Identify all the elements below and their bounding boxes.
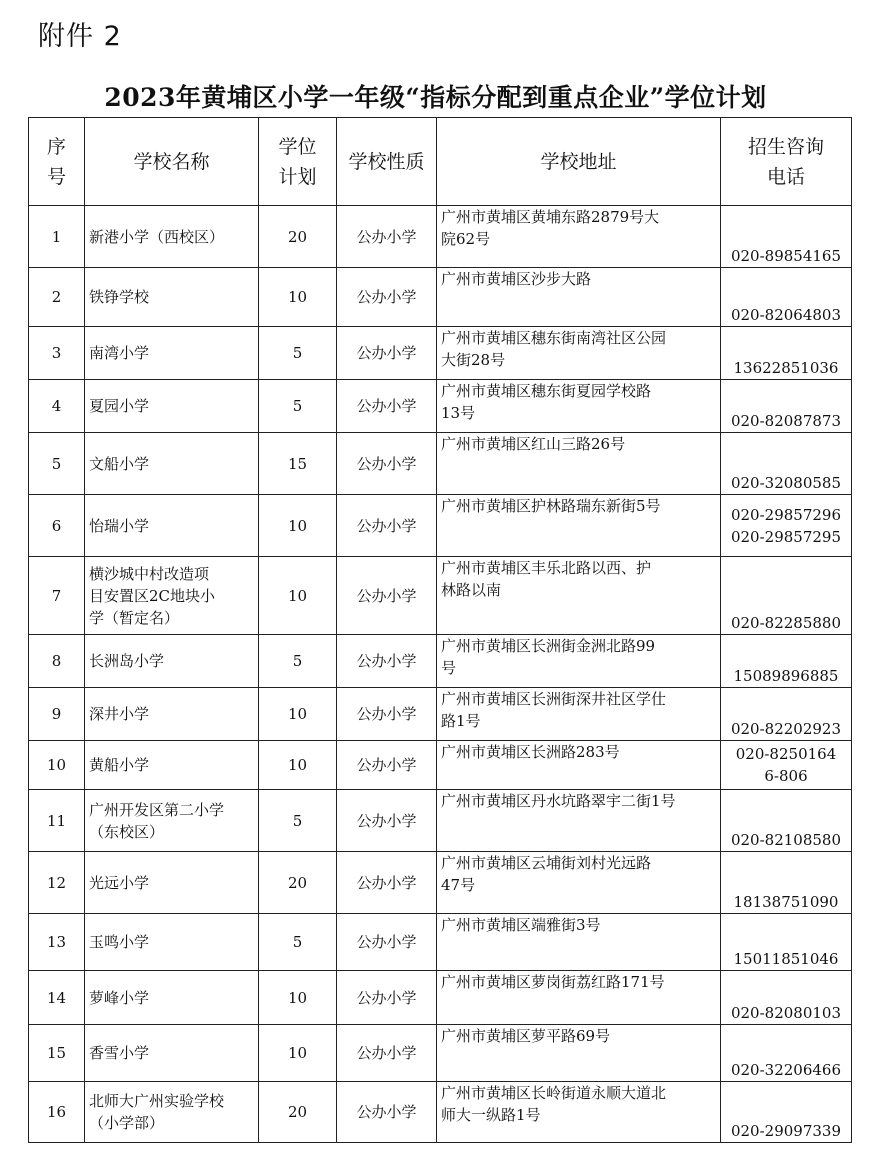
school-address-line: 大街28号 bbox=[441, 351, 506, 369]
school-address bbox=[437, 268, 721, 327]
contact-phone bbox=[721, 268, 852, 327]
quota-value: 20 bbox=[259, 1082, 337, 1143]
school-address-line: 广州市黄埔区丹水坑路翠宇二街1号 bbox=[441, 792, 676, 810]
school-type: 公办小学 bbox=[337, 635, 437, 688]
row-number: 1 bbox=[29, 206, 85, 268]
school-address-line: 林路以南 bbox=[441, 581, 502, 599]
school-address bbox=[437, 852, 721, 914]
school-type: 公办小学 bbox=[337, 268, 437, 327]
header-no-line: 号 bbox=[46, 165, 66, 188]
contact-phone-line: 020-82087873 bbox=[730, 412, 842, 430]
school-name bbox=[85, 268, 259, 327]
header-row bbox=[29, 118, 852, 206]
school-address-line: 广州市黄埔区萝平路69号 bbox=[441, 1027, 611, 1045]
school-name-line: 怡瑞小学 bbox=[89, 516, 150, 535]
school-name-line: 目安置区2C地块小 bbox=[89, 586, 216, 605]
header-name: 学校名称 bbox=[85, 118, 259, 206]
row-number: 7 bbox=[29, 557, 85, 635]
school-address-line: 广州市黄埔区萝岗街荔红路171号 bbox=[441, 973, 665, 991]
school-name-line: 夏园小学 bbox=[89, 397, 150, 415]
contact-phone-line: 020-82202923 bbox=[730, 720, 842, 738]
contact-phone bbox=[721, 557, 852, 635]
school-address bbox=[437, 1082, 721, 1143]
contact-phone-line: 020-82285880 bbox=[730, 614, 842, 632]
quota-value: 10 bbox=[259, 688, 337, 741]
school-name-line: 新港小学（西校区） bbox=[89, 227, 225, 246]
school-address bbox=[437, 741, 721, 790]
table-row bbox=[29, 741, 852, 790]
quota-value: 10 bbox=[259, 971, 337, 1025]
header-no bbox=[29, 118, 85, 206]
quota-value: 5 bbox=[259, 380, 337, 433]
contact-phone-line: 020-89854165 bbox=[730, 247, 842, 265]
document-title: 2023年黄埔区小学一年级“指标分配到重点企业”学位计划 bbox=[104, 83, 767, 112]
attachment-label: 附件 2 bbox=[38, 21, 122, 52]
row-number: 8 bbox=[29, 635, 85, 688]
contact-phone-line: 020-8250164 bbox=[735, 745, 837, 763]
school-address-line: 广州市黄埔区红山三路26号 bbox=[441, 435, 626, 453]
school-address-line: 院62号 bbox=[441, 230, 491, 248]
school-name-line: 南湾小学 bbox=[89, 344, 150, 362]
school-type: 公办小学 bbox=[337, 433, 437, 495]
school-name-line: 香雪小学 bbox=[89, 1044, 150, 1062]
quota-value: 20 bbox=[259, 852, 337, 914]
school-type: 公办小学 bbox=[337, 327, 437, 380]
school-address-line: 广州市黄埔区长岭街道永顺大道北 bbox=[441, 1084, 667, 1102]
school-name-line: 光远小学 bbox=[89, 873, 150, 892]
school-name bbox=[85, 495, 259, 557]
school-address bbox=[437, 380, 721, 433]
table-body bbox=[29, 206, 852, 1143]
school-address-line: 广州市黄埔区穗东街夏园学校路 bbox=[441, 382, 652, 400]
school-address-line: 广州市黄埔区长洲街深井社区学仕 bbox=[441, 690, 667, 708]
header-quota bbox=[259, 118, 337, 206]
contact-phone bbox=[721, 688, 852, 741]
row-number: 3 bbox=[29, 327, 85, 380]
school-name-line: 深井小学 bbox=[89, 705, 150, 723]
header-quota-line: 计划 bbox=[278, 165, 317, 188]
contact-phone bbox=[721, 914, 852, 971]
table-row bbox=[29, 971, 852, 1025]
contact-phone bbox=[721, 1025, 852, 1082]
school-address bbox=[437, 790, 721, 852]
header-address: 学校地址 bbox=[437, 118, 721, 206]
table-row bbox=[29, 914, 852, 971]
contact-phone bbox=[721, 852, 852, 914]
quota-value: 5 bbox=[259, 914, 337, 971]
school-name-line: 学（暂定名） bbox=[89, 608, 180, 627]
row-number: 4 bbox=[29, 380, 85, 433]
school-address bbox=[437, 1025, 721, 1082]
quota-value: 5 bbox=[259, 635, 337, 688]
table-row bbox=[29, 327, 852, 380]
contact-phone-line: 13622851036 bbox=[733, 359, 839, 377]
contact-phone-line: 6-806 bbox=[764, 767, 808, 785]
contact-phone bbox=[721, 790, 852, 852]
school-plan-table bbox=[28, 117, 852, 1143]
school-name bbox=[85, 914, 259, 971]
contact-phone-line: 020-82080103 bbox=[730, 1004, 842, 1022]
row-number: 15 bbox=[29, 1025, 85, 1082]
school-address bbox=[437, 327, 721, 380]
row-number: 2 bbox=[29, 268, 85, 327]
table-row bbox=[29, 1025, 852, 1082]
table-row bbox=[29, 433, 852, 495]
row-number: 11 bbox=[29, 790, 85, 852]
school-address-line: 广州市黄埔区丰乐北路以西、护 bbox=[441, 559, 652, 577]
contact-phone bbox=[721, 1082, 852, 1143]
header-phone bbox=[721, 118, 852, 206]
table-row bbox=[29, 790, 852, 852]
school-name bbox=[85, 852, 259, 914]
school-address-line: 路1号 bbox=[441, 712, 481, 730]
table-row bbox=[29, 635, 852, 688]
school-address-line: 广州市黄埔区护林路瑞东新街5号 bbox=[441, 497, 661, 515]
school-name bbox=[85, 635, 259, 688]
school-name bbox=[85, 206, 259, 268]
school-name-line: 横沙城中村改造项 bbox=[89, 564, 210, 583]
table-row bbox=[29, 557, 852, 635]
school-name-line: 广州开发区第二小学 bbox=[89, 800, 225, 819]
school-address-line: 13号 bbox=[441, 404, 476, 422]
school-address-line: 号 bbox=[441, 659, 457, 677]
row-number: 13 bbox=[29, 914, 85, 971]
school-type: 公办小学 bbox=[337, 852, 437, 914]
contact-phone bbox=[721, 741, 852, 790]
school-name-line: 长洲岛小学 bbox=[89, 652, 165, 670]
contact-phone-line: 020-29857295 bbox=[730, 527, 842, 546]
row-number: 10 bbox=[29, 741, 85, 790]
school-address-line: 广州市黄埔区端雅街3号 bbox=[441, 916, 601, 934]
school-address-line: 47号 bbox=[441, 876, 476, 894]
quota-value: 10 bbox=[259, 557, 337, 635]
row-number: 12 bbox=[29, 852, 85, 914]
school-type: 公办小学 bbox=[337, 741, 437, 790]
quota-value: 10 bbox=[259, 268, 337, 327]
school-name bbox=[85, 688, 259, 741]
quota-value: 5 bbox=[259, 327, 337, 380]
school-name bbox=[85, 327, 259, 380]
school-address-line: 广州市黄埔区穗东街南湾社区公园 bbox=[441, 329, 667, 347]
contact-phone bbox=[721, 433, 852, 495]
contact-phone-line: 15011851046 bbox=[733, 950, 839, 968]
table-row bbox=[29, 852, 852, 914]
contact-phone-line: 020-32206466 bbox=[730, 1061, 842, 1079]
contact-phone-line: 020-32080585 bbox=[730, 474, 842, 492]
table-row bbox=[29, 1082, 852, 1143]
school-type: 公办小学 bbox=[337, 971, 437, 1025]
table-row bbox=[29, 495, 852, 557]
school-name-line: 铁铮学校 bbox=[89, 288, 150, 306]
header-type: 学校性质 bbox=[337, 118, 437, 206]
row-number: 16 bbox=[29, 1082, 85, 1143]
school-type: 公办小学 bbox=[337, 1082, 437, 1143]
school-address-line: 广州市黄埔区长洲路283号 bbox=[441, 743, 620, 761]
school-name bbox=[85, 380, 259, 433]
school-address bbox=[437, 557, 721, 635]
school-name-line: 文船小学 bbox=[89, 454, 150, 473]
header-quota-line: 学位 bbox=[278, 135, 317, 158]
quota-value: 10 bbox=[259, 741, 337, 790]
school-address bbox=[437, 635, 721, 688]
contact-phone-line: 18138751090 bbox=[733, 893, 839, 911]
table-row bbox=[29, 380, 852, 433]
school-type: 公办小学 bbox=[337, 914, 437, 971]
school-type: 公办小学 bbox=[337, 380, 437, 433]
school-name-line: 黄船小学 bbox=[89, 756, 150, 774]
school-type: 公办小学 bbox=[337, 495, 437, 557]
school-name-line: （小学部） bbox=[89, 1114, 165, 1132]
row-number: 6 bbox=[29, 495, 85, 557]
row-number: 14 bbox=[29, 971, 85, 1025]
table-row bbox=[29, 206, 852, 268]
contact-phone-line: 020-29857296 bbox=[730, 505, 842, 524]
contact-phone bbox=[721, 380, 852, 433]
school-name-line: 萝峰小学 bbox=[89, 988, 150, 1007]
school-address-line: 师大一纵路1号 bbox=[441, 1106, 541, 1124]
school-name bbox=[85, 433, 259, 495]
quota-value: 5 bbox=[259, 790, 337, 852]
school-address-line: 广州市黄埔区沙步大路 bbox=[441, 270, 592, 288]
school-name bbox=[85, 971, 259, 1025]
school-name bbox=[85, 790, 259, 852]
header-no-line: 序 bbox=[46, 135, 66, 158]
school-name bbox=[85, 1082, 259, 1143]
contact-phone-line: 020-82108580 bbox=[730, 831, 842, 849]
school-address-line: 广州市黄埔区云埔街刘村光远路 bbox=[441, 854, 652, 872]
school-type: 公办小学 bbox=[337, 1025, 437, 1082]
school-address bbox=[437, 206, 721, 268]
contact-phone bbox=[721, 206, 852, 268]
contact-phone-line: 020-82064803 bbox=[730, 306, 842, 324]
school-type: 公办小学 bbox=[337, 790, 437, 852]
contact-phone bbox=[721, 327, 852, 380]
contact-phone bbox=[721, 635, 852, 688]
school-name bbox=[85, 557, 259, 635]
school-address bbox=[437, 688, 721, 741]
row-number: 5 bbox=[29, 433, 85, 495]
school-address bbox=[437, 495, 721, 557]
header-phone-line: 招生咨询 bbox=[747, 135, 824, 158]
school-address bbox=[437, 433, 721, 495]
school-type: 公办小学 bbox=[337, 688, 437, 741]
school-address bbox=[437, 971, 721, 1025]
school-name-line: 玉鸣小学 bbox=[89, 933, 150, 951]
school-type: 公办小学 bbox=[337, 557, 437, 635]
school-name-line: 北师大广州实验学校 bbox=[89, 1092, 225, 1110]
contact-phone-line: 15089896885 bbox=[733, 667, 839, 685]
table-row bbox=[29, 268, 852, 327]
contact-phone bbox=[721, 971, 852, 1025]
header-phone-line: 电话 bbox=[766, 165, 805, 188]
school-address bbox=[437, 914, 721, 971]
quota-value: 20 bbox=[259, 206, 337, 268]
contact-phone bbox=[721, 495, 852, 557]
quota-value: 10 bbox=[259, 495, 337, 557]
row-number: 9 bbox=[29, 688, 85, 741]
quota-value: 15 bbox=[259, 433, 337, 495]
school-name bbox=[85, 741, 259, 790]
school-address-line: 广州市黄埔区黄埔东路2879号大 bbox=[441, 208, 660, 226]
school-type: 公办小学 bbox=[337, 206, 437, 268]
quota-value: 10 bbox=[259, 1025, 337, 1082]
contact-phone-line: 020-29097339 bbox=[730, 1122, 842, 1140]
school-address-line: 广州市黄埔区长洲街金洲北路99 bbox=[441, 637, 656, 655]
school-name bbox=[85, 1025, 259, 1082]
school-name-line: （东校区） bbox=[89, 822, 165, 841]
table-row bbox=[29, 688, 852, 741]
